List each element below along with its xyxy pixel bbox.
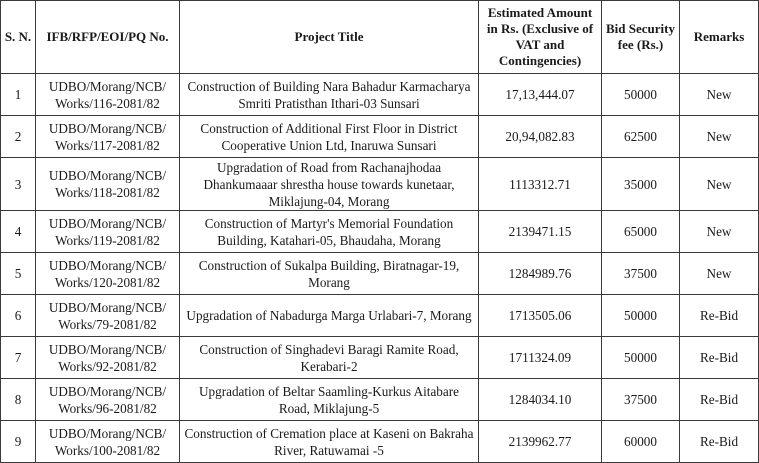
cell-bid-security-fee: 60000 bbox=[602, 421, 680, 463]
cell-project-title: Construction of Sukalpa Building, Biratnagar-19, Morang bbox=[180, 253, 479, 295]
table-row bbox=[1, 295, 759, 337]
cell-estimated-amount: 1284034.10 bbox=[479, 379, 602, 421]
cell-bid-security-fee: 65000 bbox=[602, 211, 680, 253]
cell-sn: 8 bbox=[1, 379, 36, 421]
cell-ifb-no: UDBO/Morang/NCB/ Works/100-2081/82 bbox=[36, 421, 180, 463]
cell-bid-security-fee: 62500 bbox=[602, 116, 680, 158]
header-ifb-no: IFB/RFP/EOI/PQ No. bbox=[36, 1, 180, 74]
cell-sn: 2 bbox=[1, 116, 36, 158]
cell-bid-security-fee: 50000 bbox=[602, 295, 680, 337]
cell-ifb-no: UDBO/Morang/NCB/ Works/79-2081/82 bbox=[36, 295, 180, 337]
header-estimated-amount: Estimated Amount in Rs. (Exclusive of VAT and Contingencies) bbox=[479, 1, 602, 74]
header-bid-security-fee: Bid Security fee (Rs.) bbox=[602, 1, 680, 74]
cell-project-title: Construction of Martyr's Memorial Foundation Building, Katahari-05, Bhaudaha, Morang bbox=[180, 211, 479, 253]
cell-estimated-amount: 2139471.15 bbox=[479, 211, 602, 253]
cell-bid-security-fee: 37500 bbox=[602, 253, 680, 295]
table-row bbox=[1, 211, 759, 253]
table-row bbox=[1, 337, 759, 379]
cell-remarks: Re-Bid bbox=[680, 337, 759, 379]
cell-remarks: New bbox=[680, 253, 759, 295]
cell-project-title: Construction of Additional First Floor in District Cooperative Union Ltd, Inaruwa Sunsari bbox=[180, 116, 479, 158]
cell-remarks: New bbox=[680, 74, 759, 116]
cell-sn: 3 bbox=[1, 158, 36, 211]
cell-project-title: Upgradation of Beltar Saamling-Kurkus Aitabare Road, Miklajung-5 bbox=[180, 379, 479, 421]
cell-ifb-no: UDBO/Morang/NCB/ Works/96-2081/82 bbox=[36, 379, 180, 421]
cell-estimated-amount: 20,94,082.83 bbox=[479, 116, 602, 158]
table-row bbox=[1, 421, 759, 463]
table-row bbox=[1, 116, 759, 158]
cell-estimated-amount: 1711324.09 bbox=[479, 337, 602, 379]
cell-sn: 1 bbox=[1, 74, 36, 116]
cell-ifb-no: UDBO/Morang/NCB/ Works/92-2081/82 bbox=[36, 337, 180, 379]
cell-ifb-no: UDBO/Morang/NCB/ Works/116-2081/82 bbox=[36, 74, 180, 116]
cell-project-title: Upgradation of Road from Rachanajhodaa Dhankumaaar shrestha house towards kunetaar, Miklajung-04, Morang bbox=[180, 158, 479, 211]
cell-remarks: New bbox=[680, 116, 759, 158]
cell-sn: 4 bbox=[1, 211, 36, 253]
cell-bid-security-fee: 35000 bbox=[602, 158, 680, 211]
cell-ifb-no: UDBO/Morang/NCB/ Works/120-2081/82 bbox=[36, 253, 180, 295]
cell-sn: 9 bbox=[1, 421, 36, 463]
cell-bid-security-fee: 37500 bbox=[602, 379, 680, 421]
cell-bid-security-fee: 50000 bbox=[602, 337, 680, 379]
cell-sn: 5 bbox=[1, 253, 36, 295]
cell-ifb-no: UDBO/Morang/NCB/ Works/119-2081/82 bbox=[36, 211, 180, 253]
cell-ifb-no: UDBO/Morang/NCB/ Works/118-2081/82 bbox=[36, 158, 180, 211]
cell-estimated-amount: 17,13,444.07 bbox=[479, 74, 602, 116]
table-row bbox=[1, 379, 759, 421]
cell-project-title: Upgradation of Nabadurga Marga Urlabari-7, Morang bbox=[180, 295, 479, 337]
header-remarks: Remarks bbox=[680, 1, 759, 74]
header-project-title: Project Title bbox=[180, 1, 479, 74]
table-row bbox=[1, 74, 759, 116]
cell-remarks: New bbox=[680, 211, 759, 253]
cell-ifb-no: UDBO/Morang/NCB/ Works/117-2081/82 bbox=[36, 116, 180, 158]
cell-project-title: Construction of Cremation place at Kaseni on Bakraha River, Ratuwamai -5 bbox=[180, 421, 479, 463]
cell-bid-security-fee: 50000 bbox=[602, 74, 680, 116]
cell-remarks: Re-Bid bbox=[680, 379, 759, 421]
cell-remarks: Re-Bid bbox=[680, 421, 759, 463]
header-row bbox=[1, 1, 759, 74]
cell-sn: 6 bbox=[1, 295, 36, 337]
cell-estimated-amount: 1284989.76 bbox=[479, 253, 602, 295]
table-row bbox=[1, 158, 759, 211]
cell-sn: 7 bbox=[1, 337, 36, 379]
cell-estimated-amount: 1713505.06 bbox=[479, 295, 602, 337]
cell-remarks: Re-Bid bbox=[680, 295, 759, 337]
cell-estimated-amount: 2139962.77 bbox=[479, 421, 602, 463]
cell-remarks: New bbox=[680, 158, 759, 211]
cell-project-title: Construction of Singhadevi Baragi Ramite Road, Kerabari-2 bbox=[180, 337, 479, 379]
cell-project-title: Construction of Building Nara Bahadur Karmacharya Smriti Pratisthan Ithari-03 Sunsari bbox=[180, 74, 479, 116]
table-row bbox=[1, 253, 759, 295]
cell-estimated-amount: 1113312.71 bbox=[479, 158, 602, 211]
header-sn: S. N. bbox=[1, 1, 36, 74]
